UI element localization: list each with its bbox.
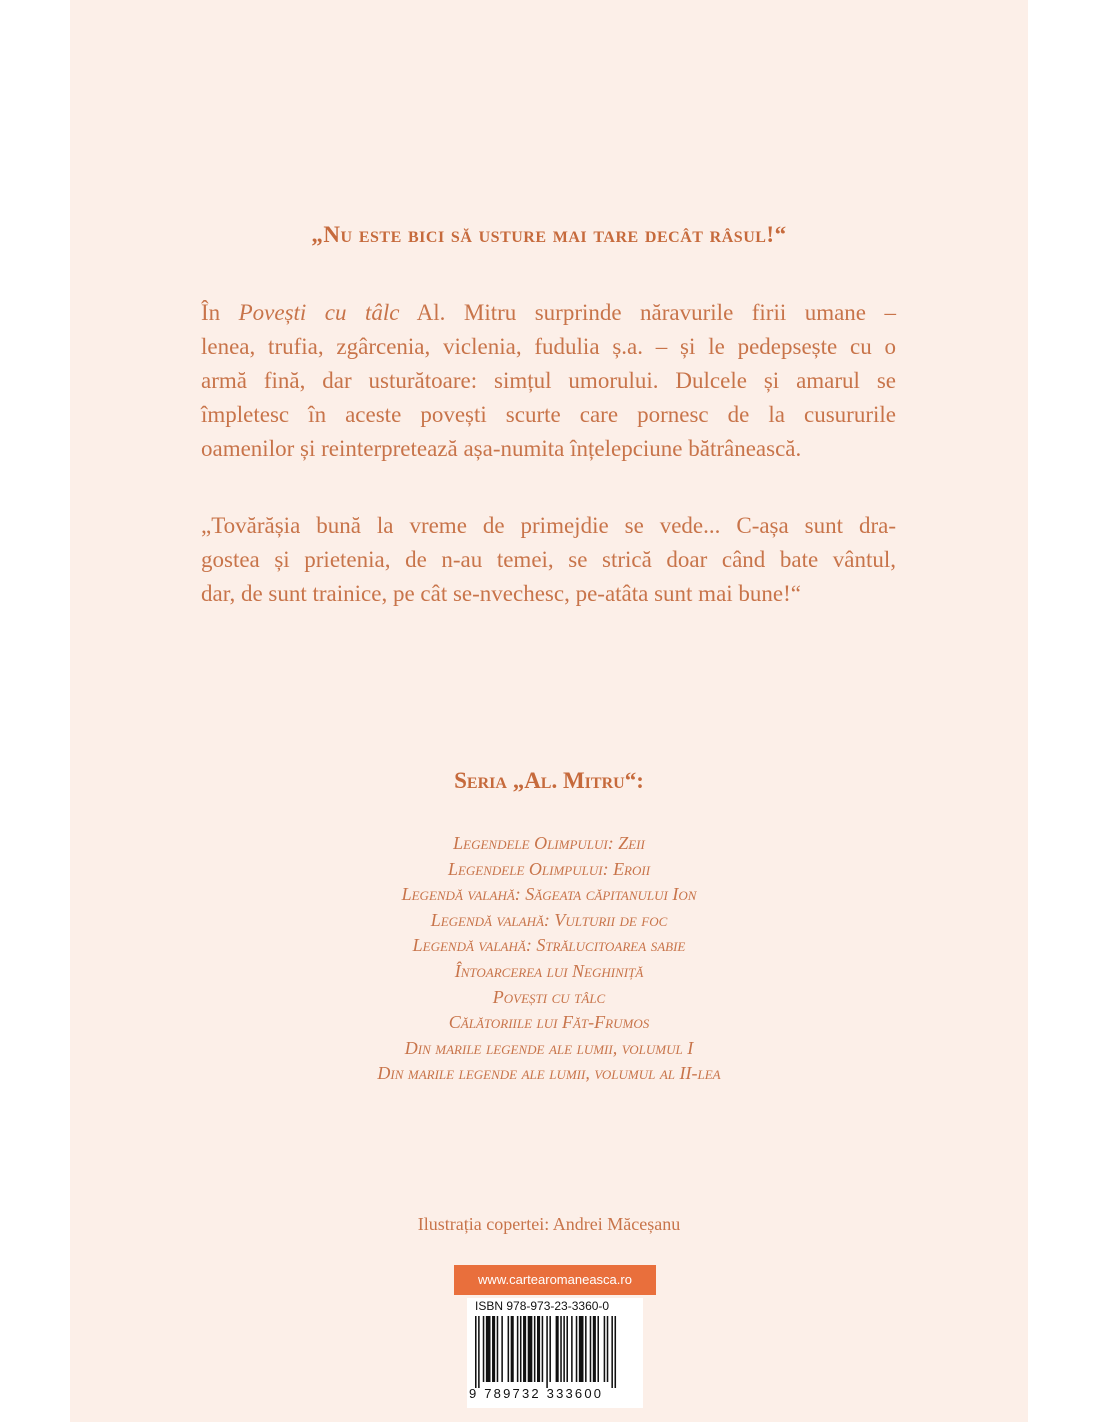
series-list-item: Legendele Olimpului: Eroii [447, 858, 651, 879]
barcode-bars [475, 1316, 641, 1388]
series-list-item: Legendă valahă: Vulturii de foc [430, 909, 668, 930]
barcode-bar [523, 1316, 526, 1382]
barcode-bar [593, 1316, 596, 1382]
description-line-text: Al. Mitru surprinde năravurile firii umane – [399, 300, 896, 325]
description-line: lenea, trufia, zgârcenia, viclenia, fudulia ș.a. – și le pedepsește cu o [201, 334, 896, 359]
series-list-item: Din marile legende ale lumii, volumul al II-lea [377, 1063, 721, 1084]
series-list-item: Întoarcerea lui Neghiniță [454, 960, 644, 981]
barcode-bar [520, 1316, 522, 1382]
series-list-item: Călătoriile lui Făt-Frumos [448, 1012, 650, 1033]
barcode-bar [542, 1316, 544, 1382]
description-line: oamenilor și reinterpretează așa-numita înțelepciune bătrânească. [201, 436, 802, 461]
series-list-item: Legendele Olimpului: Zeii [453, 833, 645, 853]
barcode-bar [604, 1316, 606, 1382]
barcode-bar [483, 1316, 485, 1382]
barcode-digits: 9 789732 333600 [469, 1386, 604, 1401]
barcode-bar [590, 1316, 592, 1382]
isbn-barcode [467, 1298, 643, 1408]
book-title-italic: Povești cu tâlc [238, 300, 400, 325]
barcode-bar [576, 1316, 578, 1382]
barcode-bar [508, 1316, 510, 1382]
barcode-bar [475, 1316, 477, 1388]
barcode-bar [560, 1316, 562, 1382]
barcode-bar [611, 1316, 613, 1388]
barcode-bar [597, 1316, 599, 1382]
barcode-bar [585, 1316, 587, 1382]
barcode-bar [534, 1316, 536, 1382]
series-list-item: Din marile legende ale lumii, volumul I [404, 1037, 694, 1058]
barcode-bar [556, 1316, 559, 1382]
series-list [70, 831, 1028, 1087]
series-heading: Seria „Al. Mitru“: [454, 768, 644, 793]
barcode-bar [549, 1316, 551, 1382]
motto-heading: „Nu este bici să usture mai tare decât râsul!“ [311, 222, 787, 247]
barcode-bar [615, 1316, 617, 1388]
barcode-bar [571, 1316, 573, 1382]
quote-line: „Tovărășia bună la vreme de primejdie se vede... C-așa sunt dra- [201, 513, 896, 538]
barcode-bar [566, 1316, 568, 1382]
barcode-bar [486, 1316, 491, 1382]
barcode-bar [478, 1316, 480, 1388]
barcode-bar [528, 1316, 533, 1382]
barcode-bar [563, 1316, 565, 1382]
barcode-bar [579, 1316, 584, 1382]
description-line [201, 296, 896, 330]
isbn-number: ISBN 978-973-23-3360-0 [475, 1299, 610, 1313]
quote-line: gostea și prietenia, de n-au temei, se strică doar când bate vântul, [201, 547, 896, 572]
publisher-website-link[interactable]: www.cartearomaneasca.ro [454, 1265, 656, 1295]
series-list-item: Povești cu tâlc [492, 986, 606, 1007]
barcode-bar [546, 1316, 548, 1388]
back-cover [70, 0, 1028, 1422]
barcode-bar [517, 1316, 519, 1382]
barcode-bar [511, 1316, 514, 1382]
barcode-bar [492, 1316, 495, 1382]
description-line: împletesc în aceste povești scurte care pornesc de la cusururile [201, 402, 896, 427]
quote-line: dar, de sunt trainice, pe cât se-nvechesc, pe-atâta sunt mai bune!“ [201, 581, 801, 606]
barcode-bar [537, 1316, 540, 1382]
series-list-item: Legendă valahă: Strălucitoarea sabie [412, 935, 686, 956]
cover-illustration-credit: Ilustrația copertei: Andrei Măceșanu [417, 1214, 681, 1234]
barcode-bar [501, 1316, 503, 1382]
description-line: armă fină, dar usturătoare: simțul umorului. Dulcele și amarul se [201, 368, 896, 393]
series-list-item: Legendă valahă: Săgeata căpitanului Ion [401, 884, 697, 905]
barcode-bar [607, 1316, 609, 1382]
barcode-bar [497, 1316, 499, 1382]
description-line-text: În [201, 300, 239, 325]
quote-paragraph [201, 509, 896, 611]
description-paragraph [201, 296, 896, 466]
